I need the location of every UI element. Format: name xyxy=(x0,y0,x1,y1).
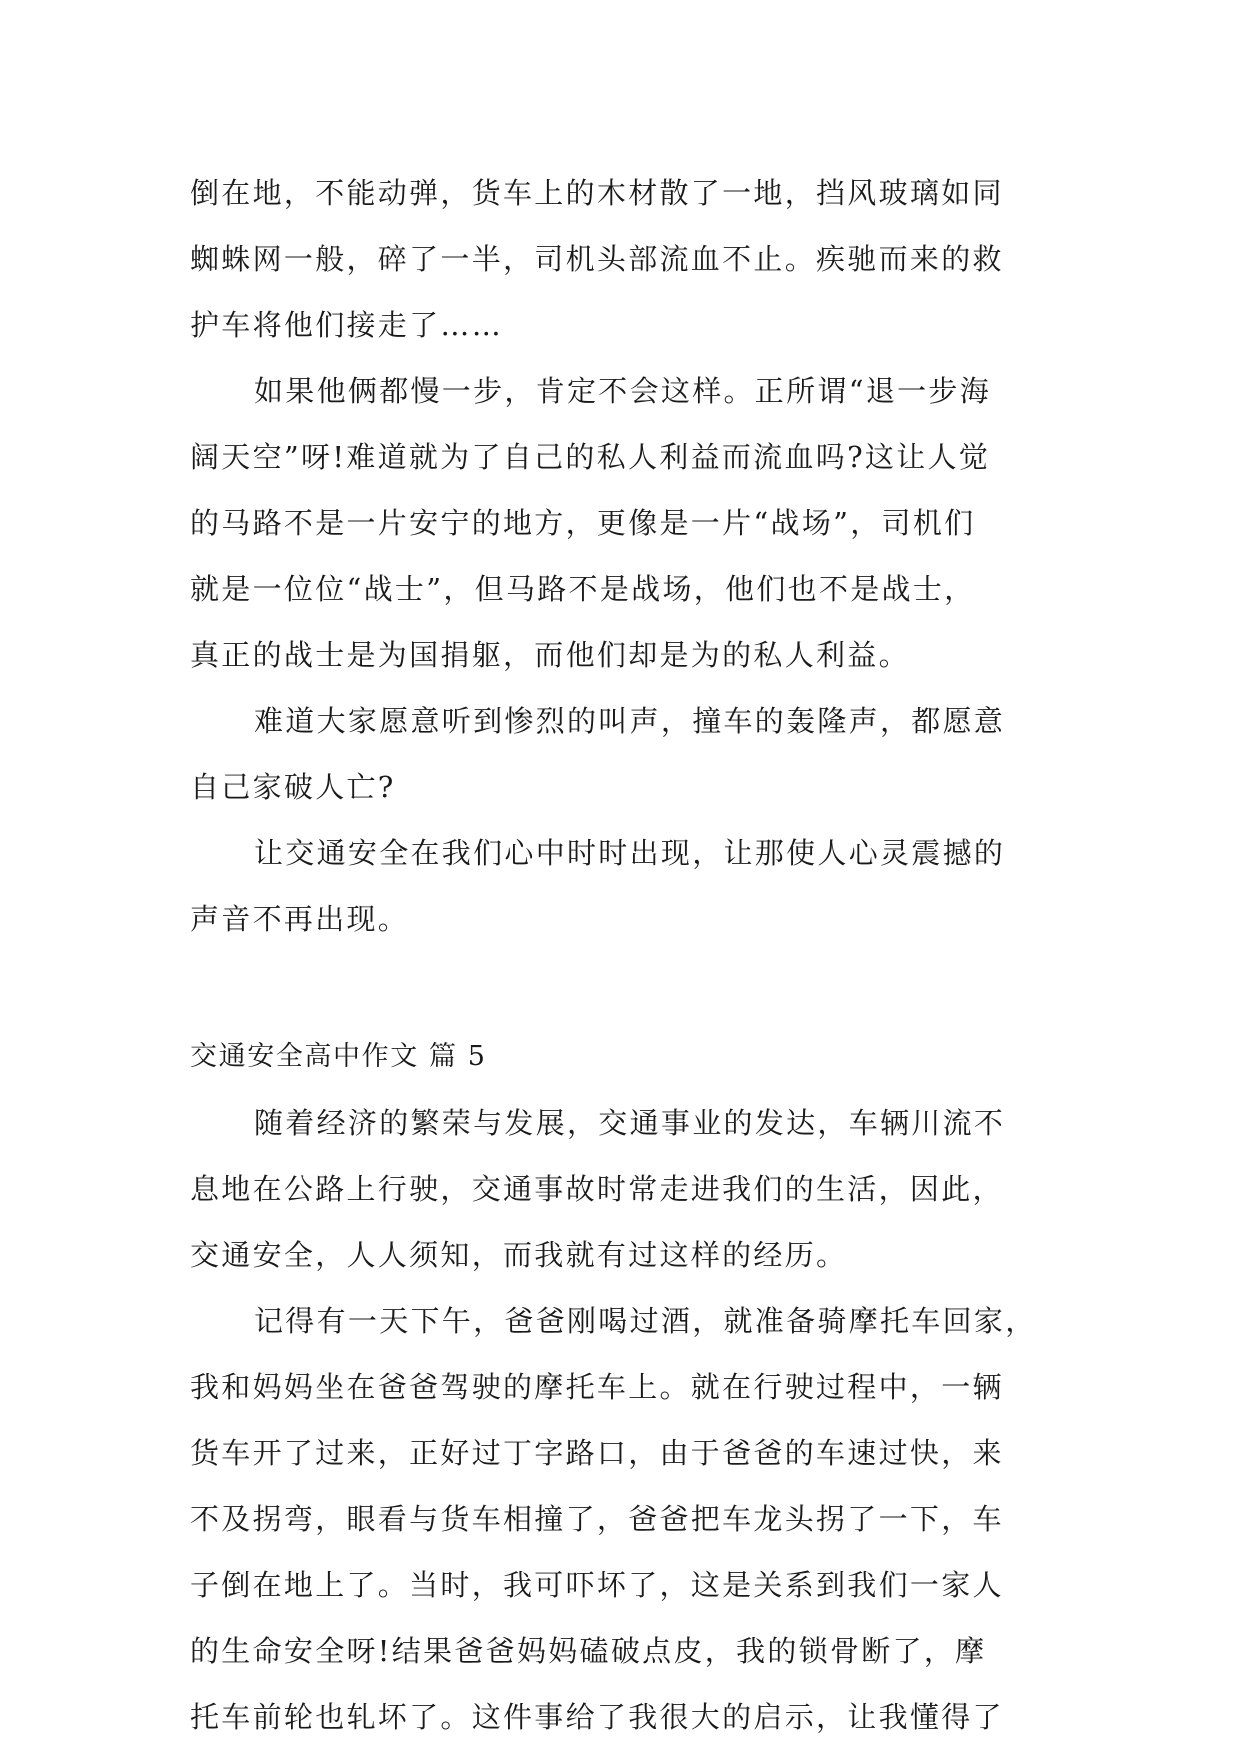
text-line: 货车开了过来，正好过丁字路口，由于爸爸的车速过快，来 xyxy=(190,1436,1004,1470)
paragraph-5 xyxy=(190,1090,1070,1288)
paragraph-6 xyxy=(190,1288,1070,1750)
paragraph-continuation xyxy=(190,160,1070,358)
text-line: 护车将他们接走了…… xyxy=(190,308,504,342)
document-page xyxy=(190,160,1070,1750)
text-line: 蜘蛛网一般，碎了一半，司机头部流血不止。疾驰而来的救 xyxy=(190,242,1004,276)
text-line: 就是一位位“战士”，但马路不是战场，他们也不是战士， xyxy=(190,572,976,606)
paragraph-2 xyxy=(190,358,1070,688)
text-line: 托车前轮也轧坏了。这件事给了我很大的启示，让我懂得了 xyxy=(190,1700,1004,1734)
text-line: 让交通安全在我们心中时时出现，让那使人心灵震撼的 xyxy=(254,836,1006,870)
text-line: 随着经济的繁荣与发展，交通事业的发达，车辆川流不 xyxy=(254,1106,1006,1140)
text-line: 阔天空”呀!难道就为了自己的私人利益而流血吗?这让人觉 xyxy=(190,440,991,474)
paragraph-4 xyxy=(190,820,1070,952)
section-heading: 交通安全高中作文 篇 5 xyxy=(190,1041,487,1072)
text-line: 难道大家愿意听到惨烈的叫声，撞车的轰隆声，都愿意 xyxy=(254,704,1006,738)
text-line: 记得有一天下午，爸爸刚喝过酒，就准备骑摩托车回家， xyxy=(254,1304,1037,1338)
text-line: 息地在公路上行驶，交通事故时常走进我们的生活，因此， xyxy=(190,1172,1004,1206)
text-line: 交通安全，人人须知，而我就有过这样的经历。 xyxy=(190,1238,848,1272)
text-line: 不及拐弯，眼看与货车相撞了，爸爸把车龙头拐了一下，车 xyxy=(190,1502,1004,1536)
text-line: 子倒在地上了。当时，我可吓坏了，这是关系到我们一家人 xyxy=(190,1568,1004,1602)
text-line: 自己家破人亡? xyxy=(190,770,396,804)
text-line: 的生命安全呀!结果爸爸妈妈磕破点皮，我的锁骨断了，摩 xyxy=(190,1634,987,1668)
paragraph-3 xyxy=(190,688,1070,820)
text-line: 声音不再出现。 xyxy=(190,902,410,936)
text-line: 倒在地，不能动弹，货车上的木材散了一地，挡风玻璃如同 xyxy=(190,176,1004,210)
text-line: 的马路不是一片安宁的地方，更像是一片“战场”，司机们 xyxy=(190,506,976,540)
text-line: 如果他俩都慢一步，肯定不会这样。正所谓“退一步海 xyxy=(254,374,992,408)
text-line: 真正的战士是为国捐躯，而他们却是为的私人利益。 xyxy=(190,638,910,672)
text-line: 我和妈妈坐在爸爸驾驶的摩托车上。就在行驶过程中，一辆 xyxy=(190,1370,1004,1404)
